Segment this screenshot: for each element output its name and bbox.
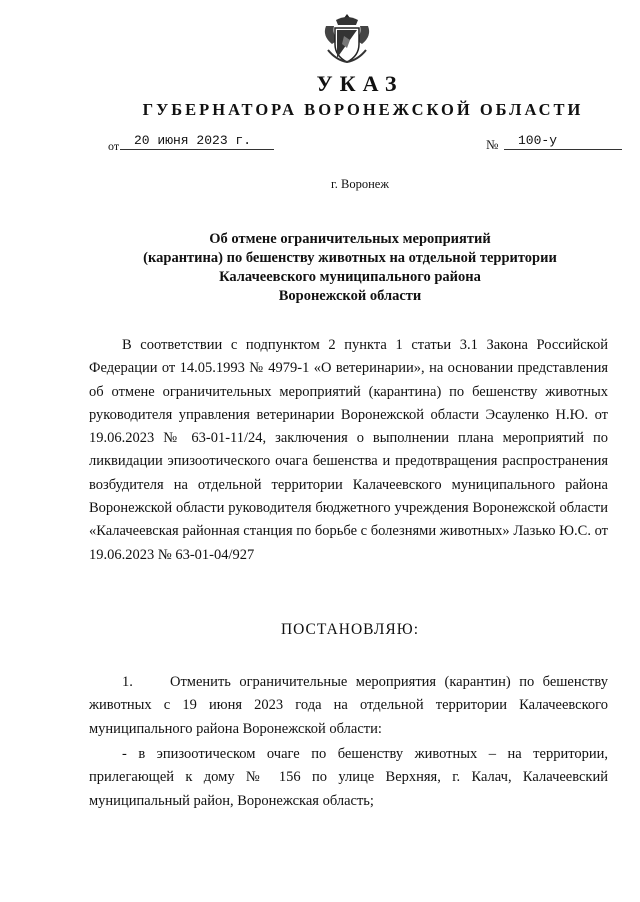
coat-of-arms-emblem bbox=[322, 12, 372, 66]
document-title: УКАЗ bbox=[316, 71, 404, 96]
heading-line: Калачеевского муниципального района bbox=[219, 269, 481, 285]
item-1-number: 1. bbox=[122, 674, 133, 690]
heading-line: Воронежской области bbox=[278, 288, 422, 304]
item-1-text: Отменить ограничительные мероприятия (карантин) по бешенству животных с 19 июня 2023 года на отдельной территории Калачеевского муниципального района Воронежской области: bbox=[89, 674, 608, 737]
date-value: 20 июня 2023 г. bbox=[120, 133, 274, 150]
item-1-sub-paragraph: - в эпизоотическом очаге по бешенству животных – на территории, прилегающей к дому № 156 по улице Верхняя, г. Калач, Калачеевский муниципальный район, Воронежская область; bbox=[89, 746, 608, 809]
city-label: г. Воронеж bbox=[331, 177, 389, 191]
document-subtitle: ГУБЕРНАТОРА ВОРОНЕЖСКОЙ ОБЛАСТИ bbox=[142, 100, 584, 119]
date-prefix: от bbox=[108, 139, 120, 153]
heading-line: Об отмене ограничительных мероприятий bbox=[209, 231, 491, 247]
number-prefix: № bbox=[486, 137, 499, 152]
decree-word: ПОСТАНОВЛЯЮ: bbox=[280, 621, 420, 638]
item-1-paragraph bbox=[89, 671, 608, 741]
heading-line: (карантина) по бешенству животных на отдельной территории bbox=[143, 250, 557, 266]
document-heading bbox=[110, 230, 590, 306]
preamble-paragraph: В соответствии с подпунктом 2 пункта 1 статьи 3.1 Закона Российской Федерации от 14.05.1993 № 4979-1 «О ветеринарии», на основании представления об отмене ограничительных мероприятий (карантина) по бешенству животных руководителя управления ветеринарии Воронежской области Эсауленко Н.Ю. от 19.06.2023 № 63-01-11/24, заключения о выполнении плана мероприятий по ликвидации эпизоотического очага бешенства и предотвращения распространения возбудителя на отдельной территории Калачеевского муниципального района Воронежской области руководителя бюджетного учреждения Воронежской области «Калачеевская районная станция по борьбе с болезнями животных» Лазько Ю.С. от 19.06.2023 № 63-01-04/927 bbox=[89, 337, 608, 563]
number-value: 100-у bbox=[504, 133, 622, 150]
